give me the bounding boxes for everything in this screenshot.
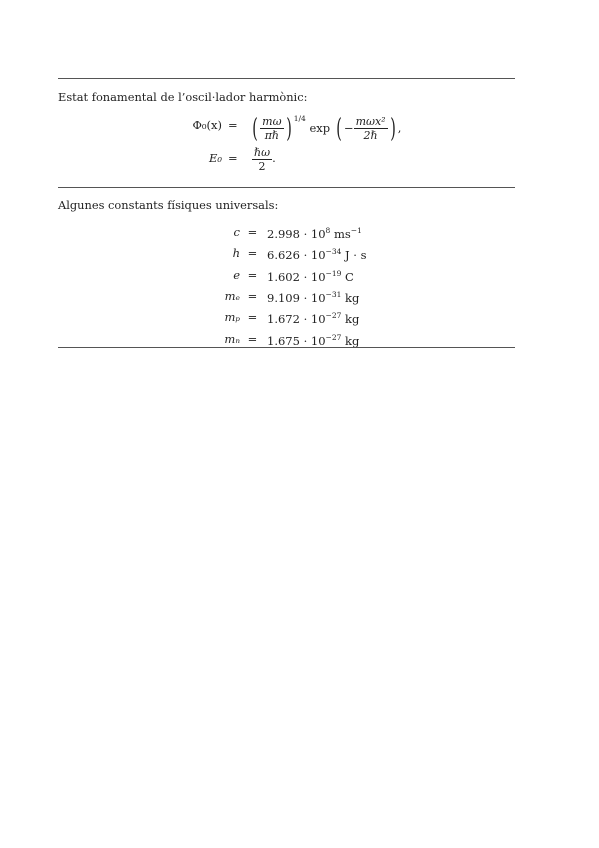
section2-heading: Algunes constants físiques universals: [58,198,279,212]
constant-row-h: h = $6.626 \cdot 10^{-34}$ J · s [232,246,367,263]
eq1-argument: $\frac{\text{mωx²}}{\text{2ℏ}}$ [355,115,386,143]
eq1-power: 1/4 [293,114,306,123]
constant-row-mp: mₚ = $1.672 \cdot 10^{-27}$ kg [224,310,360,327]
eq1-equals: = [228,118,238,132]
eq1-prefactor: $\frac{m\omega}{\text{πℏ}}$ [262,115,282,143]
constant-row-mn: mₙ = $1.675 \cdot 10^{-27}$ kg [224,331,360,348]
top-rule [58,78,515,79]
middle-rule [58,187,515,188]
section1-heading: Estat fonamental de l’oscil·lador harmònic: [58,90,308,104]
eq2-rhs: $\frac{\text{ℏω}}{2}$ . [254,145,276,173]
constant-row-c: c = $2.998 \cdot 10^8$ $ms^{-1}$ [233,224,362,241]
constants-table [200,222,367,350]
bottom-rule [58,347,515,348]
constant-row-e: e = $1.602 \cdot 10^{-19}$ C [233,267,354,284]
constant-row-me: mₑ = $9.109 \cdot 10^{-31}$ kg [224,288,360,305]
eq2-equals: = [228,151,238,165]
eq1-exp: exp [309,120,331,135]
eq1-rhs: ( $\frac{m\omega}{\text{πℏ}}$ ) $^{1/4}$ exp ( − $\frac{\text{mωx²}}{\text{2ℏ}}$ ) , [252,113,402,144]
eq1-lhs: Φ₀(x) [192,118,222,132]
eq2-lhs: E₀ [208,151,222,165]
